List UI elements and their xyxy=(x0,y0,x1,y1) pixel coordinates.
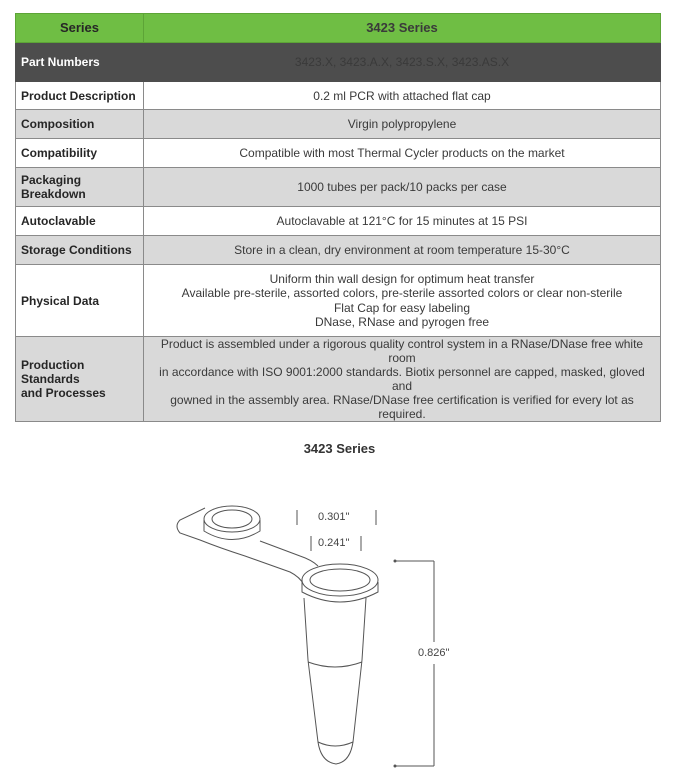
figure-title: 3423 Series xyxy=(303,441,376,456)
row-label: Compatibility xyxy=(16,139,144,168)
physical-data-line: Flat Cap for easy labeling xyxy=(333,300,471,315)
row-value: 0.2 ml PCR with attached flat cap xyxy=(144,82,661,110)
height-dim-dot-top xyxy=(394,560,397,563)
standards-line: in accordance with ISO 9001:2000 standards. Biotix personnel are capped, masked, gloved and xyxy=(159,365,645,393)
standards-line: gowned in the assembly area. RNase/DNase free certification is verified for every lot as required. xyxy=(170,393,634,421)
row-value: 3423.X, 3423.A.X, 3423.S.X, 3423.AS.X xyxy=(144,43,661,82)
row-value: Store in a clean, dry environment at room temperature 15-30°C xyxy=(144,236,661,265)
standards-line: Product is assembled under a rigorous quality control system in a RNase/DNase free white room xyxy=(160,337,644,365)
row-label-line: Production Standards xyxy=(21,358,85,386)
physical-data-line: Uniform thin wall design for optimum heat transfer xyxy=(269,271,535,286)
header-label: Series xyxy=(16,14,144,43)
tube-width-label: 0.241" xyxy=(318,537,350,549)
cap-hinge-inner xyxy=(260,541,318,566)
height-label: 0.826" xyxy=(418,647,450,659)
row-label-line: and Processes xyxy=(21,386,106,400)
row-label: Product Description xyxy=(16,82,144,110)
header-value: 3423 Series xyxy=(144,14,661,43)
row-label-line: Breakdown xyxy=(21,187,86,201)
row-label: Composition xyxy=(16,110,144,139)
row-value: Virgin polypropylene xyxy=(144,110,661,139)
row-label-line: Packaging xyxy=(21,173,82,187)
row-label: Physical Data xyxy=(16,265,144,337)
row-label: Autoclavable xyxy=(16,207,144,236)
row-value: Compatible with most Thermal Cycler products on the market xyxy=(144,139,661,168)
tube-tip-line xyxy=(318,742,353,746)
cap-width-label: 0.301" xyxy=(318,511,350,523)
physical-data-line: Available pre-sterile, assorted colors, pre-sterile assorted colors or clear non-sterile xyxy=(181,286,623,300)
row-label: Storage Conditions xyxy=(16,236,144,265)
row-value: Autoclavable at 121°C for 15 minutes at 15 PSI xyxy=(144,207,661,236)
height-dim-dot-bottom xyxy=(394,765,397,768)
tube-body xyxy=(304,598,366,764)
row-label: Part Numbers xyxy=(16,43,144,82)
physical-data-line: DNase, RNase and pyrogen free xyxy=(314,315,490,329)
tube-wall-line xyxy=(308,662,362,667)
row-value: 1000 tubes per pack/10 packs per case xyxy=(144,168,661,207)
